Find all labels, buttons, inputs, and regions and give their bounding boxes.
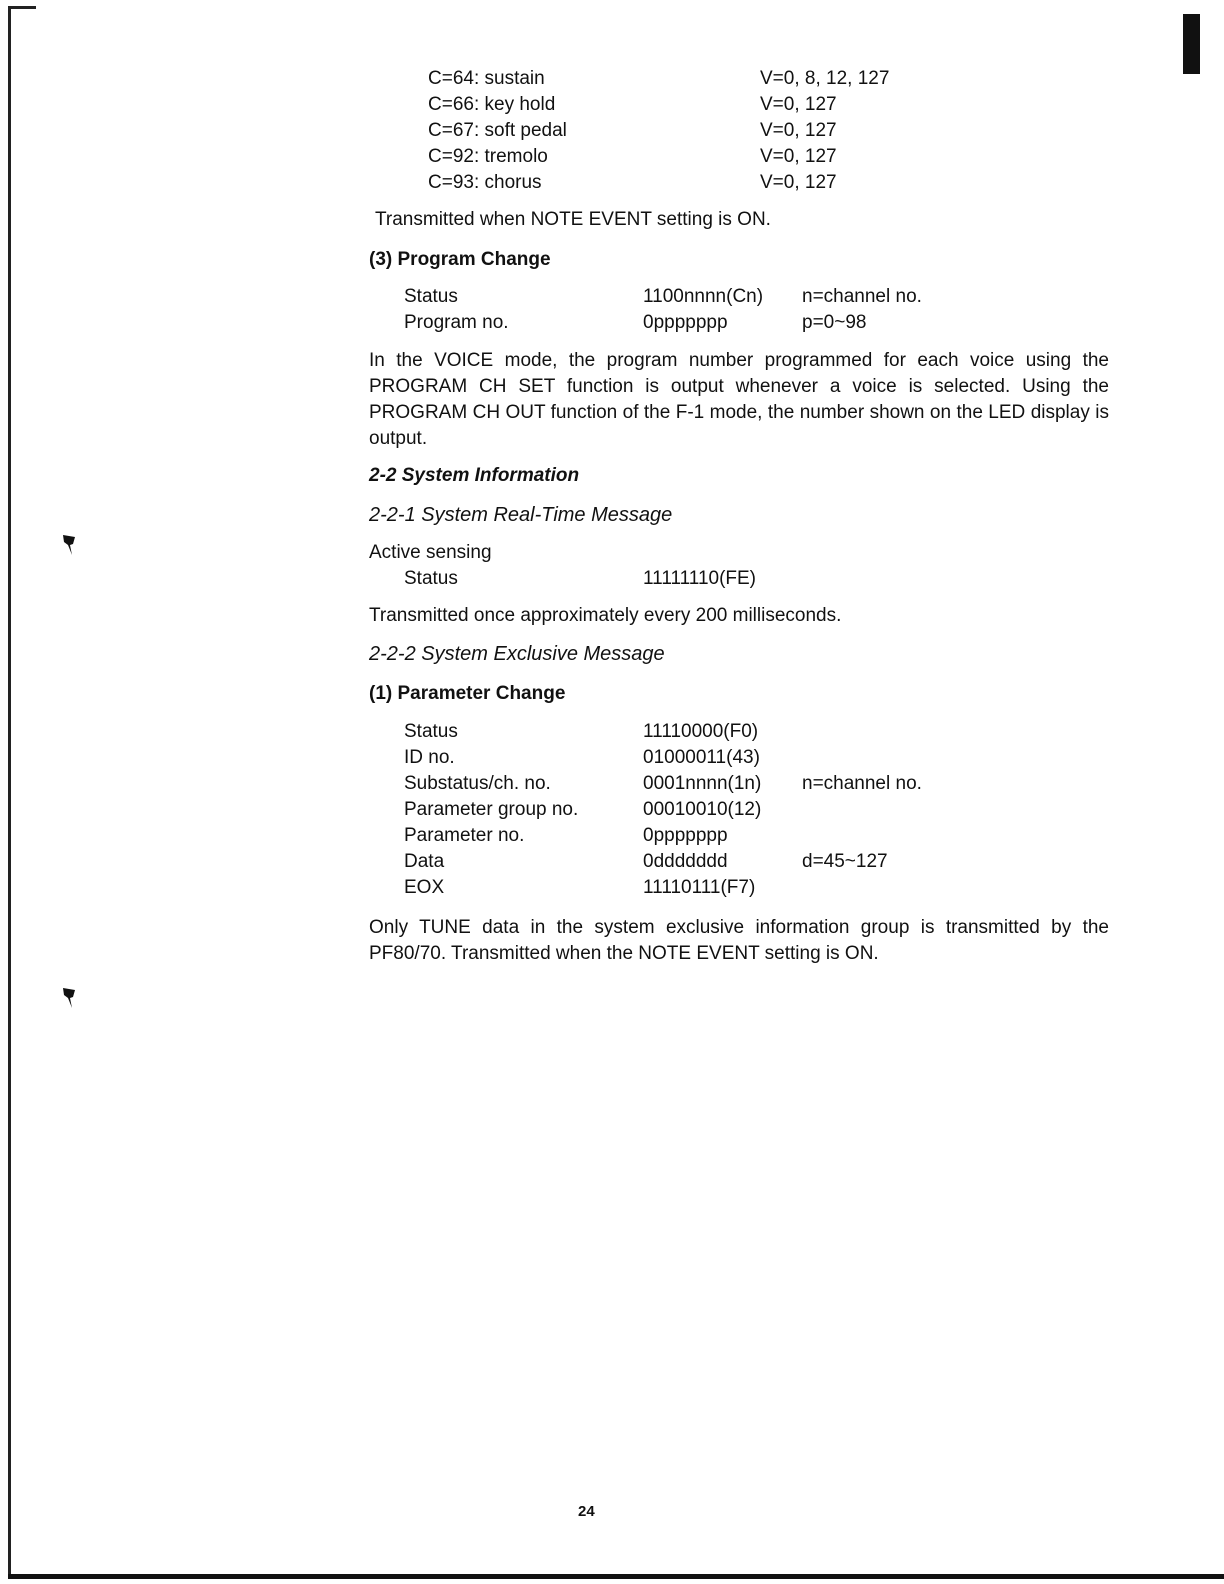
controller-label: C=93: chorus <box>428 172 542 193</box>
row-code: 11110000(F0) <box>643 721 759 742</box>
row-code: 01000011(43) <box>643 747 760 768</box>
row-code: 00010010(12) <box>643 799 762 820</box>
row-label: Status <box>404 721 458 742</box>
system-info-heading: 2-2 System Information <box>369 465 580 486</box>
program-change-description: In the VOICE mode, the program number programmed for each voice using the PROGRAM CH SET function is output whenever a voice is selected. Using the PROGRAM CH OUT function of the F-1 mode, the number shown on the LED display is output. <box>369 350 1109 449</box>
controller-label: C=67: soft pedal <box>428 120 567 141</box>
row-code: 0ddddddd <box>643 851 728 872</box>
parameter-change-heading: (1) Parameter Change <box>369 683 566 704</box>
page-tab-marker <box>1183 14 1200 74</box>
row-label: Status <box>404 286 458 307</box>
row-code: 1100nnnn(Cn) <box>643 286 764 307</box>
row-label: ID no. <box>404 747 455 768</box>
binder-hole-mark-icon <box>62 533 76 557</box>
row-label: Status <box>404 568 458 589</box>
controllers-note: Transmitted when NOTE EVENT setting is ON. <box>375 209 771 230</box>
row-label: Substatus/ch. no. <box>404 773 551 794</box>
realtime-note: Transmitted once approximately every 200 milliseconds. <box>369 605 842 626</box>
row-label: Program no. <box>404 312 509 333</box>
parameter-change-description: Only TUNE data in the system exclusive information group is transmitted by the PF80/70. Transmitted when the NOTE EVENT setting is ON. <box>369 917 1109 964</box>
controller-label: C=64: sustain <box>428 68 545 89</box>
exclusive-heading: 2-2-2 System Exclusive Message <box>369 643 665 665</box>
row-label: Parameter no. <box>404 825 525 846</box>
row-code: 0ppppppp <box>643 312 728 333</box>
controller-values: V=0, 127 <box>760 172 837 193</box>
row-label: Parameter group no. <box>404 799 579 820</box>
realtime-heading: 2-2-1 System Real-Time Message <box>369 504 673 526</box>
row-note: n=channel no. <box>802 773 922 794</box>
controller-values: V=0, 127 <box>760 146 837 167</box>
row-code: 0ppppppp <box>643 825 728 846</box>
row-note: p=0~98 <box>802 312 867 333</box>
row-label: Data <box>404 851 445 872</box>
row-code: 11110111(F7) <box>643 877 756 898</box>
controller-values: V=0, 127 <box>760 120 837 141</box>
controller-values: V=0, 8, 12, 127 <box>760 68 890 89</box>
page-number: 24 <box>578 1503 595 1520</box>
scan-border-bottom <box>8 1574 1224 1579</box>
scan-border-corner <box>8 6 36 9</box>
controller-label: C=92: tremolo <box>428 146 548 167</box>
row-note: d=45~127 <box>802 851 888 872</box>
controller-label: C=66: key hold <box>428 94 556 115</box>
controller-values: V=0, 127 <box>760 94 837 115</box>
program-change-heading: (3) Program Change <box>369 249 551 270</box>
active-sensing-label: Active sensing <box>369 542 492 563</box>
row-note: n=channel no. <box>802 286 922 307</box>
row-code: 0001nnnn(1n) <box>643 773 762 794</box>
binder-hole-mark-icon <box>62 986 76 1010</box>
scan-border-left <box>8 6 11 1578</box>
row-code: 11111110(FE) <box>643 568 757 589</box>
row-label: EOX <box>404 877 445 898</box>
